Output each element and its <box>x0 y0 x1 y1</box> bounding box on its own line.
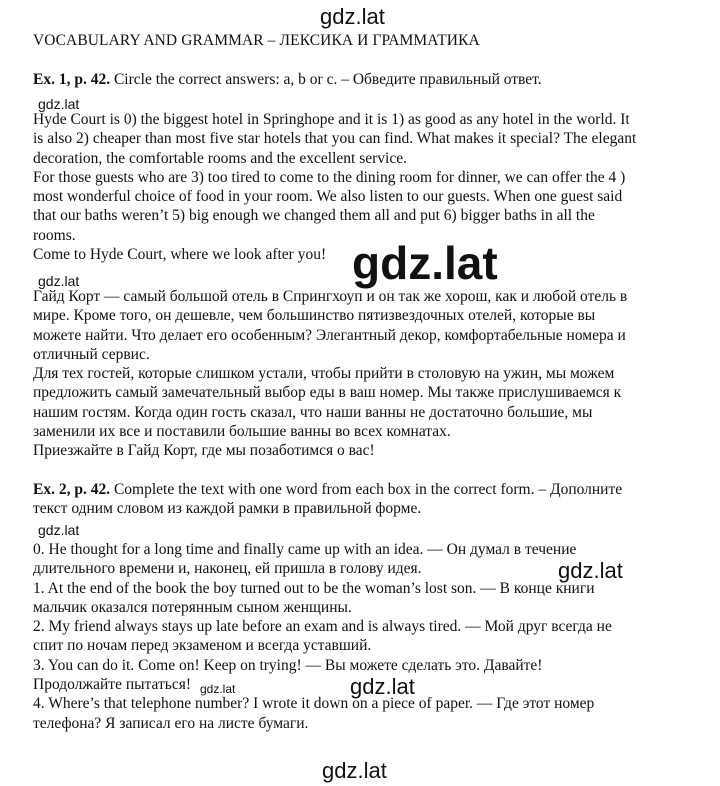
watermark: gdz.lat <box>38 522 80 538</box>
exercise-2-heading <box>33 480 693 519</box>
text-line: мире. Кроме того, он дешевле, чем большинство пятизвездочных отелей, которые вы <box>33 307 596 325</box>
text-line: 1. At the end of the book the boy turned out to be the woman’s lost son. — В конце книги <box>33 579 595 597</box>
text-line: 4. Where’s that telephone number? I wrote it down on a piece of paper. — Где этот номер <box>33 695 595 713</box>
exercise-1-heading <box>33 70 693 89</box>
text-line: Come to Hyde Court, where we look after you! <box>33 246 327 264</box>
exercise-1-russian-text <box>33 287 693 461</box>
watermark: gdz.lat <box>200 682 236 696</box>
watermark: gdz.lat <box>558 558 623 583</box>
page-header: VOCABULARY AND GRAMMAR – ЛЕКСИКА И ГРАММАТИКА <box>33 32 480 49</box>
text-line: отличный сервис. <box>33 345 150 363</box>
text-line: is also 2) cheaper than most five star hotels that you can find. What makes it special? The elegant <box>33 130 637 148</box>
text-line: decoration, the comfortable rooms and the excellent service. <box>33 149 407 167</box>
text-line: 0. He thought for a long time and finally came up with an idea. — Он думал в течение <box>33 541 577 558</box>
watermark-large: gdz.lat <box>352 237 498 289</box>
text-line: Приезжайте в Гайд Корт, где мы позаботимся о вас! <box>33 442 375 460</box>
text-line: можете найти. Что делает его особенным? Элегантный декор, комфортабельные номера и <box>33 326 626 344</box>
watermark: gdz.lat <box>350 674 415 699</box>
text-line: rooms. <box>33 226 76 244</box>
text-line: Hyde Court is 0) the biggest hotel in Springhope and it is 1) as good as any hotel in the world. It <box>33 111 630 128</box>
text-line: that our baths weren’t 5) big enough we changed them all and put 6) bigger baths in all the <box>33 207 595 225</box>
watermark: gdz.lat <box>320 4 385 29</box>
text-line: Продолжайте пытаться! <box>33 676 191 694</box>
text-line: Для тех гостей, которые слишком устали, чтобы прийти в столовую на ужин, мы можем <box>33 365 615 383</box>
text-line: 3. You can do it. Come on! Keep on trying! — Вы можете сделать это. Давайте! <box>33 656 543 674</box>
text-line: Гайд Корт — самый большой отель в Спрингхоуп и он так же хорош, как и любой отель в <box>33 288 628 305</box>
exercise-1-label: Ex. 1, p. 42. <box>33 71 111 88</box>
text-line: предложить самый замечательный выбор еды в ваш номер. Мы также прислушиваемся к <box>33 384 622 402</box>
watermark: gdz.lat <box>38 96 80 112</box>
watermark: gdz.lat <box>38 273 80 289</box>
exercise-2-instruction-cont: текст одним словом из каждой рамки в правильной форме. <box>33 500 422 518</box>
text-line: телефона? Я записал его на листе бумаги. <box>33 714 309 732</box>
text-line: мальчик оказался потерянным сыном женщины. <box>33 598 352 616</box>
text-line: длительного времени и, наконец, ей пришла в голову идея. <box>33 560 422 578</box>
text-line: нашим гостям. Когда один гость сказал, что наши ванны не достаточно большие, мы <box>33 403 593 421</box>
text-line: 2. My friend always stays up late before an exam and is always tired. — Мой друг всегда не <box>33 618 612 636</box>
text-line: спит по ночам перед экзаменом и всегда уставший. <box>33 637 372 655</box>
exercise-2-instruction: Complete the text with one word from each box in the correct form. – Дополните <box>110 481 623 498</box>
watermark: gdz.lat <box>322 758 387 783</box>
exercise-2-label: Ex. 2, p. 42. <box>33 481 111 498</box>
text-line: заменили их все и поставили большие ванны во всех комнатах. <box>33 423 451 441</box>
text-line: most wonderful choice of food in your room. We also listen to our guests. When one guest said <box>33 188 623 206</box>
exercise-1-instruction: Circle the correct answers: a, b or c. – Обведите правильный ответ. <box>110 71 542 88</box>
text-line: For those guests who are 3) too tired to come to the dining room for dinner, we can offer the 4 ) <box>33 168 626 186</box>
